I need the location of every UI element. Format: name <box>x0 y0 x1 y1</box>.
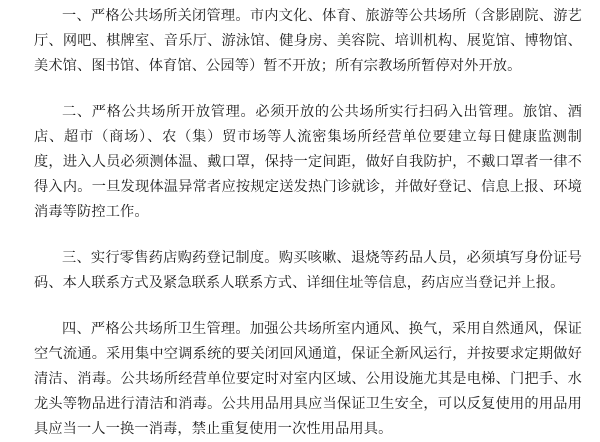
paragraph-closure-management: 一、严格公共场所关闭管理。市内文化、体育、旅游等公共场所（含影剧院、游艺厅、网吧、棋牌室、音乐厅、游泳馆、健身房、美容院、培训机构、展览馆、博物馆、美术馆、图书馆、体育馆、公园等）暂不开放；所有宗教场所暂停对外开放。 <box>34 8 582 74</box>
paragraph-hygiene-management: 四、严格公共场所卫生管理。加强公共场所室内通风、换气，采用自然通风，保证空气流通。采用集中空调系统的要关闭回风通道，保证全新风运行，并按要求定期做好清洁、消毒。公共场所经营单位要定时对室内区域、公用设施尤其是电梯、门把手、水龙头等物品进行清洁和消毒。公共用品用具应当保证卫生安全，可以反复使用的用品用具应当一人一换一消毒，禁止重复使用一次性用品用具。 <box>34 321 582 437</box>
paragraph-opening-management: 二、严格公共场所开放管理。必须开放的公共场所实行扫码入出管理。旅馆、酒店、超市（商场）、农（集）贸市场等人流密集场所经营单位要建立每日健康监测制度，进入人员必须测体温、戴口罩，保持一定间距，做好自我防护，不戴口罩者一律不得入内。一旦发现体温异常者应按规定送发热门诊就诊，并做好登记、信息上报、环境消毒等防控工作。 <box>34 104 582 220</box>
paragraph-pharmacy-registration: 三、实行零售药店购药登记制度。购买咳嗽、退烧等药品人员，必须填写身份证号码、本人联系方式及紧急联系人联系方式、详细住址等信息，药店应当登记并上报。 <box>34 250 582 291</box>
